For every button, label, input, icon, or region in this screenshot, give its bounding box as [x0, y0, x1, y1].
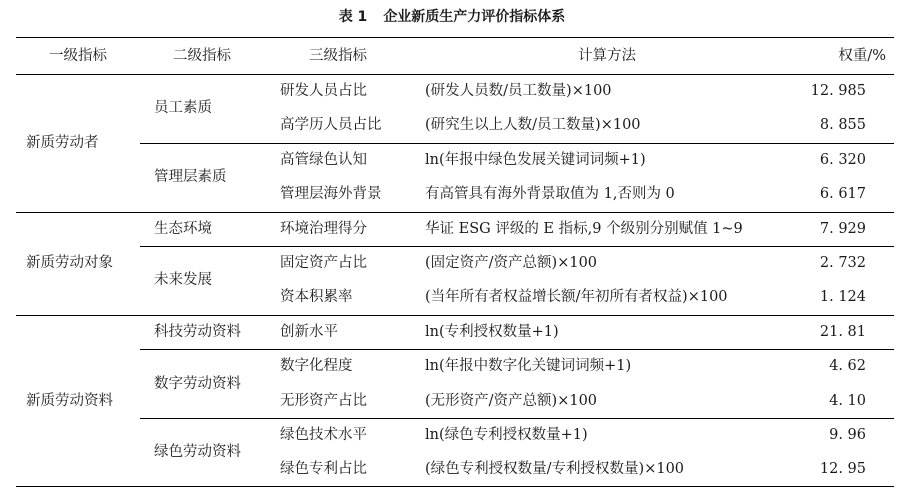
level3-cell: 研发人员占比 [280, 83, 367, 99]
header-level2: 二级指标 [173, 48, 231, 64]
level1-cell: 新质劳动者 [26, 134, 99, 151]
weight-cell: 12. 95 [819, 461, 866, 478]
weight-cell: 6. 617 [819, 186, 866, 203]
method-cell: (当年所有者权益增长额/年初所有者权益)×100 [425, 289, 728, 306]
header-level1: 一级指标 [49, 48, 107, 64]
level3-cell: 高学历人员占比 [280, 117, 382, 134]
weight-cell: 21. 81 [819, 323, 866, 340]
table-number: 表 1 [338, 9, 368, 25]
level3-cell: 固定资产占比 [280, 255, 367, 271]
weight-cell: 4. 62 [829, 358, 866, 375]
method-cell: ln(绿色专利授权数量+1) [425, 427, 588, 443]
method-cell: (固定资产/资产总额)×100 [425, 255, 598, 271]
header-weight: 权重/% [838, 48, 886, 64]
level2-cell: 未来发展 [154, 272, 212, 289]
level1-cell: 新质劳动资料 [26, 392, 113, 409]
weight-cell: 4. 10 [829, 392, 866, 409]
level3-cell: 数字化程度 [280, 358, 353, 375]
level2-cell: 员工素质 [154, 100, 212, 117]
method-cell: ln(专利授权数量+1) [425, 323, 559, 340]
table-title: 企业新质生产力评价指标体系 [383, 9, 566, 25]
weight-cell: 12. 985 [810, 83, 866, 99]
level2-cell: 管理层素质 [154, 169, 227, 186]
header-level3: 三级指标 [309, 48, 367, 64]
weight-cell: 7. 929 [819, 220, 866, 237]
header-method: 计算方法 [578, 48, 636, 64]
level3-cell: 绿色技术水平 [280, 427, 367, 443]
level2-cell: 科技劳动资料 [154, 324, 241, 340]
table-caption [0, 0, 904, 34]
method-cell: (绿色专利授权数量/专利授权数量)×100 [425, 461, 685, 478]
top-rule [16, 37, 894, 38]
level3-cell: 高管绿色认知 [280, 151, 367, 168]
method-cell: (研发人员数/员工数量)×100 [425, 83, 612, 99]
method-cell: (无形资产/资产总额)×100 [425, 392, 598, 409]
method-cell: (研究生以上人数/员工数量)×100 [425, 117, 641, 134]
weight-cell: 2. 732 [819, 255, 866, 271]
weight-cell: 6. 320 [819, 151, 866, 168]
level3-cell: 无形资产占比 [280, 392, 367, 409]
level2-cell: 生态环境 [154, 220, 212, 237]
level1-cell: 新质劳动对象 [26, 255, 113, 272]
method-cell: 有高管具有海外背景取值为 1,否则为 0 [425, 186, 675, 203]
level2-cell: 数字劳动资料 [154, 375, 241, 392]
level3-cell: 管理层海外背景 [280, 186, 382, 203]
weight-cell: 9. 96 [829, 427, 866, 443]
weight-cell: 8. 855 [819, 117, 866, 134]
level3-cell: 环境治理得分 [280, 220, 367, 237]
level3-cell: 绿色专利占比 [280, 461, 367, 478]
level2-cell: 绿色劳动资料 [154, 444, 241, 461]
level3-cell: 资本积累率 [280, 289, 353, 306]
method-cell: ln(年报中数字化关键词词频+1) [425, 358, 632, 375]
weight-cell: 1. 124 [819, 289, 866, 306]
method-cell: ln(年报中绿色发展关键词词频+1) [425, 151, 646, 168]
method-cell: 华证 ESG 评级的 E 指标,9 个级别分别赋值 1~9 [425, 220, 743, 237]
level3-cell: 创新水平 [280, 323, 338, 340]
